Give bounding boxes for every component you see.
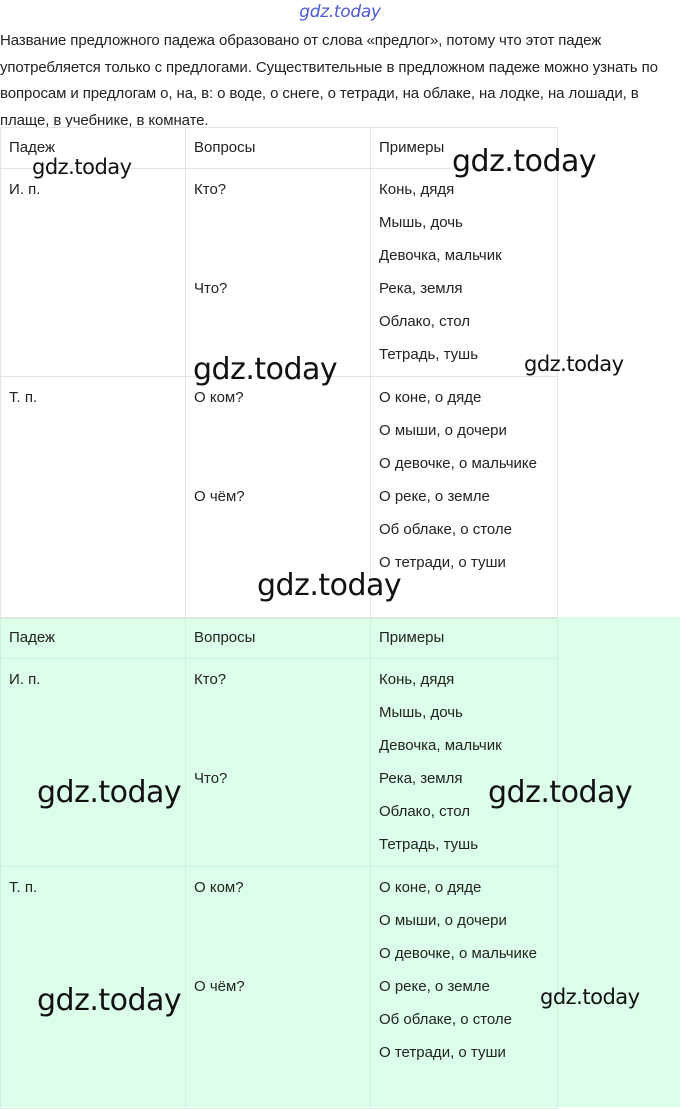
example: О тетради, о туши (379, 1044, 506, 1061)
example: Конь, дядя (379, 181, 455, 198)
case-table-2 (0, 617, 558, 1109)
questions-cell (186, 169, 371, 377)
question-2: О чём? (194, 488, 245, 505)
example: О тетради, о туши (379, 554, 506, 571)
case-cell: Т. п. (1, 377, 186, 619)
questions-cell (186, 377, 371, 619)
watermark: gdz.today (488, 775, 633, 810)
example: О мыши, о дочери (379, 912, 507, 929)
example: Мышь, дочь (379, 704, 463, 721)
question-2: Что? (194, 280, 228, 297)
example: О девочке, о мальчике (379, 945, 537, 962)
question-1: Кто? (194, 671, 227, 688)
example: Река, земля (379, 280, 463, 297)
example: О реке, о земле (379, 488, 490, 505)
questions-cell (186, 659, 371, 867)
example: Об облаке, о столе (379, 521, 513, 538)
example: Об облаке, о столе (379, 1011, 513, 1028)
header-case: Падеж (1, 128, 186, 169)
example: Конь, дядя (379, 671, 455, 688)
question-1: О ком? (194, 389, 244, 406)
table-row (1, 169, 558, 377)
site-logo[interactable]: gdz.today (299, 2, 381, 22)
watermark: gdz.today (37, 983, 182, 1018)
watermark: gdz.today (37, 775, 182, 810)
watermark: gdz.today (540, 985, 640, 1009)
header-case: Падеж (1, 618, 186, 659)
example: Тетрадь, тушь (379, 346, 479, 363)
header-questions: Вопросы (186, 618, 371, 659)
watermark: gdz.today (32, 155, 132, 179)
example: Девочка, мальчик (379, 737, 502, 754)
example: Облако, стол (379, 803, 471, 820)
watermark: gdz.today (452, 144, 597, 179)
header-questions: Вопросы (186, 128, 371, 169)
case-table-1 (0, 127, 558, 619)
watermark: gdz.today (524, 352, 624, 376)
example: Облако, стол (379, 313, 471, 330)
case-cell: И. п. (1, 659, 186, 867)
watermark: gdz.today (193, 352, 338, 387)
examples-cell (371, 867, 558, 1109)
table-row (1, 377, 558, 619)
questions-cell (186, 867, 371, 1109)
example: Мышь, дочь (379, 214, 463, 231)
header-examples: Примеры (371, 128, 558, 169)
question-2: О чём? (194, 978, 245, 995)
table-header-row (1, 128, 558, 169)
case-cell: Т. п. (1, 867, 186, 1109)
case-cell: И. п. (1, 169, 186, 377)
examples-cell (371, 169, 558, 377)
question-2: Что? (194, 770, 228, 787)
example: Река, земля (379, 770, 463, 787)
examples-cell (371, 377, 558, 619)
example: О девочке, о мальчике (379, 455, 537, 472)
intro-paragraph: Название предложного падежа образовано от слова «предлог», потому что этот падеж употребляется только с предлогами. Существительные в предложном падеже можно узнать по вопросам и предлогам о, на, в: о воде, о снеге, о тетради, на облаке, на лодке, на лошади, в плаще, в учебнике, в комнате. (0, 32, 658, 129)
example: О коне, о дяде (379, 879, 482, 896)
example: О реке, о земле (379, 978, 490, 995)
header-examples: Примеры (371, 618, 558, 659)
example: О мыши, о дочери (379, 422, 507, 439)
example: Девочка, мальчик (379, 247, 502, 264)
question-1: О ком? (194, 879, 244, 896)
question-1: Кто? (194, 181, 227, 198)
table-header-row (1, 618, 558, 659)
example: О коне, о дяде (379, 389, 482, 406)
table-row (1, 867, 558, 1109)
example: Тетрадь, тушь (379, 836, 479, 853)
examples-cell (371, 659, 558, 867)
watermark: gdz.today (257, 568, 402, 603)
table-row (1, 659, 558, 867)
